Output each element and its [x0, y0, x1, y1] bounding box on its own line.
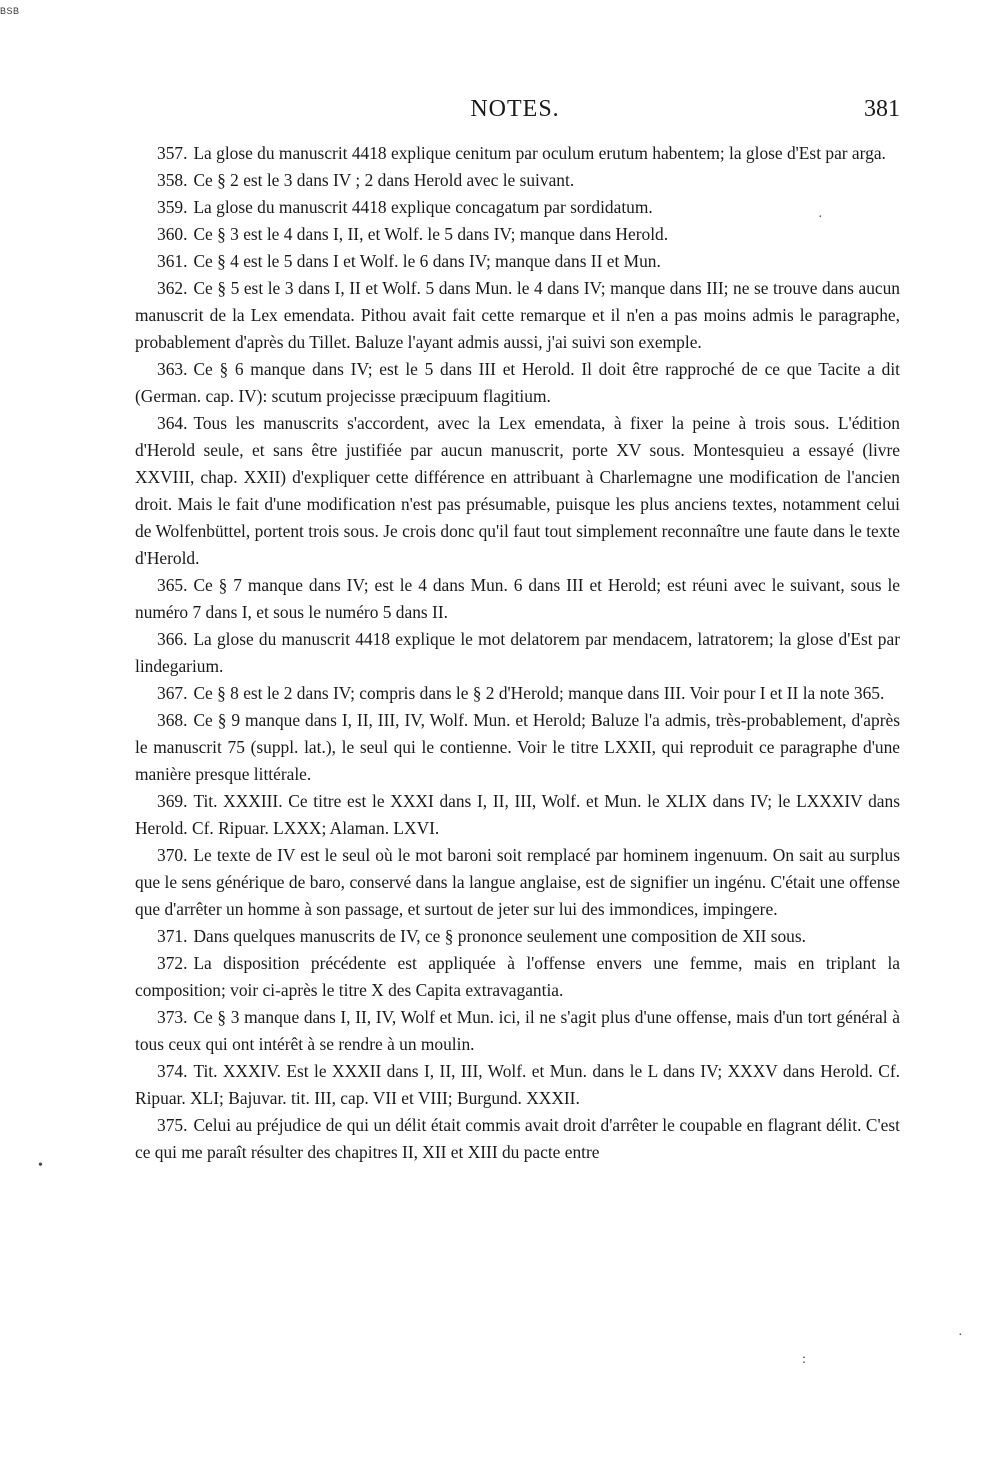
note-text: Ce § 5 est le 3 dans I, II et Wolf. 5 dans Mun. le 4 dans IV; manque dans III; ne se trouve dans aucun manuscrit de la Lex emendata. Pithou avait fait cette remarque et il n'en a pas moins admis le paragraphe, probablement d'après du Tillet. Baluze l'ayant admis aussi, j'ai suivi son exemple.	[135, 278, 900, 352]
note-paragraph	[135, 248, 900, 275]
speck-mark: :	[802, 1352, 806, 1367]
note-text: Tit. XXXIV. Est le XXXII dans I, II, III, Wolf. et Mun. dans le L dans IV; XXXV dans Herold. Cf. Ripuar. XLI; Bajuvar. tit. III, cap. VII et VIII; Burgund. XXXII.	[135, 1061, 900, 1108]
note-number: 367.	[157, 683, 188, 703]
note-number: 361.	[157, 251, 188, 271]
note-number: 366.	[157, 629, 188, 649]
note-number: 365.	[157, 575, 188, 595]
speck-mark: ·	[818, 210, 823, 225]
note-paragraph	[135, 167, 900, 194]
note-text: La disposition précédente est appliquée à l'offense envers une femme, mais en triplant la composition; voir ci-après le titre X des Capita extravagantia.	[135, 953, 900, 1000]
note-text: Ce § 3 est le 4 dans I, II, et Wolf. le 5 dans IV; manque dans Herold.	[193, 224, 669, 244]
note-text: Ce § 8 est le 2 dans IV; compris dans le § 2 d'Herold; manque dans III. Voir pour I et II la note 365.	[193, 683, 885, 703]
note-text: Ce § 6 manque dans IV; est le 5 dans III et Herold. Il doit être rapproché de ce que Tacite a dit (German. cap. IV): scutum projecisse præcipuum flagitium.	[135, 359, 900, 406]
library-stamp: BSB	[0, 6, 20, 16]
note-paragraph	[135, 1112, 900, 1166]
note-number: 374.	[157, 1061, 188, 1081]
note-paragraph	[135, 1058, 900, 1112]
note-paragraph	[135, 356, 900, 410]
note-paragraph	[135, 275, 900, 356]
note-number: 368.	[157, 710, 188, 730]
note-number: 375.	[157, 1115, 188, 1135]
note-paragraph	[135, 707, 900, 788]
note-paragraph	[135, 140, 900, 167]
notes-body	[135, 140, 900, 1166]
note-text: Celui au préjudice de qui un délit était commis avait droit d'arrêter le coupable en flagrant délit. C'est ce qui me paraît résulter des chapitres II, XII et XIII du pacte entre	[135, 1115, 900, 1162]
note-paragraph	[135, 923, 900, 950]
note-number: 370.	[157, 845, 188, 865]
speck-mark: •	[38, 1158, 43, 1173]
note-paragraph	[135, 1004, 900, 1058]
note-number: 369.	[157, 791, 188, 811]
note-number: 359.	[157, 197, 188, 217]
note-text: Tous les manuscrits s'accordent, avec la Lex emendata, à fixer la peine à trois sous. L'édition d'Herold seule, et sans être justifiée par aucun manuscrit, porte XV sous. Montesquieu a essayé (livre XXVIII, chap. XXII) d'expliquer cette différence en attribuant à Charlemagne une modification de l'ancien droit. Mais le fait d'une modification n'est pas présumable, puisque les plus anciens textes, notamment celui de Wolfenbüttel, portent trois sous. Je crois donc qu'il faut tout simplement reconnaître une faute dans le texte d'Herold.	[135, 413, 900, 568]
note-number: 364.	[157, 413, 188, 433]
note-paragraph	[135, 410, 900, 572]
note-text: Ce § 4 est le 5 dans I et Wolf. le 6 dans IV; manque dans II et Mun.	[193, 251, 661, 271]
note-number: 372.	[157, 953, 188, 973]
note-number: 358.	[157, 170, 188, 190]
note-text: La glose du manuscrit 4418 explique cenitum par oculum erutum habentem; la glose d'Est par arga.	[193, 143, 886, 163]
note-text: La glose du manuscrit 4418 explique le mot delatorem par mendacem, latratorem; la glose d'Est par lindegarium.	[135, 629, 900, 676]
note-text: Tit. XXXIII. Ce titre est le XXXI dans I, II, III, Wolf. et Mun. le XLIX dans IV; le LXXXIV dans Herold. Cf. Ripuar. LXXX; Alaman. LXVI.	[135, 791, 900, 838]
note-text: Ce § 7 manque dans IV; est le 4 dans Mun. 6 dans III et Herold; est réuni avec le suivant, sous le numéro 7 dans I, et sous le numéro 5 dans II.	[135, 575, 900, 622]
note-text: Ce § 3 manque dans I, II, IV, Wolf et Mun. ici, il ne s'agit plus d'une offense, mais d'un tort général à tous ceux qui ont intérêt à se rendre à un moulin.	[135, 1007, 900, 1054]
page-number: 381	[864, 96, 900, 122]
note-number: 363.	[157, 359, 188, 379]
note-text: La glose du manuscrit 4418 explique concagatum par sordidatum.	[193, 197, 653, 217]
note-paragraph	[135, 572, 900, 626]
note-number: 371.	[157, 926, 188, 946]
speck-mark: ·	[958, 1328, 963, 1343]
note-paragraph	[135, 626, 900, 680]
note-paragraph	[135, 950, 900, 1004]
note-paragraph	[135, 680, 900, 707]
page-title: NOTES.	[470, 96, 560, 122]
note-text: Ce § 9 manque dans I, II, III, IV, Wolf. Mun. et Herold; Baluze l'a admis, très-probablement, d'après le manuscrit 75 (suppl. lat.), le seul qui le contienne. Voir le titre LXXII, qui reproduit ce paragraphe d'une manière presque littérale.	[135, 710, 900, 784]
note-number: 360.	[157, 224, 188, 244]
page-header	[130, 96, 900, 132]
note-paragraph	[135, 788, 900, 842]
note-text: Le texte de IV est le seul où le mot baroni soit remplacé par hominem ingenuum. On sait au surplus que le sens générique de baro, conservé dans la langue anglaise, est de signifier un ingénu. C'était une offense que d'arrêter un homme à son passage, et surtout de jeter sur lui des immondices, impingere.	[135, 845, 900, 919]
note-paragraph	[135, 221, 900, 248]
note-text: Ce § 2 est le 3 dans IV ; 2 dans Herold avec le suivant.	[193, 170, 575, 190]
note-number: 373.	[157, 1007, 188, 1027]
note-paragraph	[135, 842, 900, 923]
note-number: 362.	[157, 278, 188, 298]
note-paragraph	[135, 194, 900, 221]
note-text: Dans quelques manuscrits de IV, ce § prononce seulement une composition de XII sous.	[193, 926, 806, 946]
note-number: 357.	[157, 143, 188, 163]
